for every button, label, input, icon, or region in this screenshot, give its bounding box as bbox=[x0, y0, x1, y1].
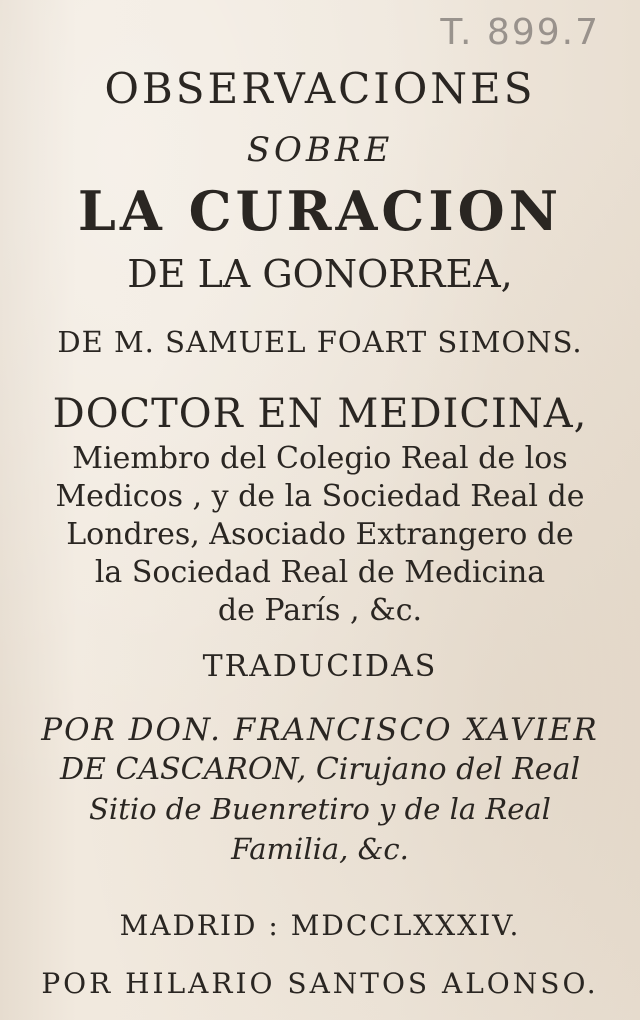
credentials-line-5: la Sociedad Real de Medicina bbox=[94, 555, 546, 590]
translation-label: TRADUCIDAS bbox=[202, 649, 438, 684]
credentials-line-6: de París , &c. bbox=[217, 593, 423, 628]
shelfmark: T. 899.7 bbox=[440, 12, 600, 53]
credentials-line-3: Medicos , y de la Sociedad Real de bbox=[55, 479, 585, 514]
title-line-2: SOBRE bbox=[246, 130, 394, 170]
translator-line-3: Sitio de Buenretiro y de la Real bbox=[89, 792, 551, 826]
title-line-4: DE LA GONORREA, bbox=[127, 252, 513, 296]
title-line-3: LA CURACION bbox=[77, 179, 563, 243]
translator-line-2: DE CASCARON, Cirujano del Real bbox=[59, 752, 581, 787]
credentials-line-1: DOCTOR EN MEDICINA, bbox=[52, 391, 588, 437]
credentials-line-2: Miembro del Colegio Real de los bbox=[72, 441, 568, 476]
translator-line-4: Familia, &c. bbox=[231, 832, 409, 866]
title-line-1: OBSERVACIONES bbox=[104, 64, 536, 113]
imprint-place-date: MADRID : MDCCLXXXIV. bbox=[119, 909, 521, 942]
translator-line-1: POR DON. FRANCISCO XAVIER bbox=[41, 712, 599, 748]
imprint-printer: POR HILARIO SANTOS ALONSO. bbox=[41, 967, 599, 1000]
credentials-line-4: Londres, Asociado Extrangero de bbox=[66, 517, 574, 552]
author-line: DE M. SAMUEL FOART SIMONS. bbox=[57, 325, 583, 359]
